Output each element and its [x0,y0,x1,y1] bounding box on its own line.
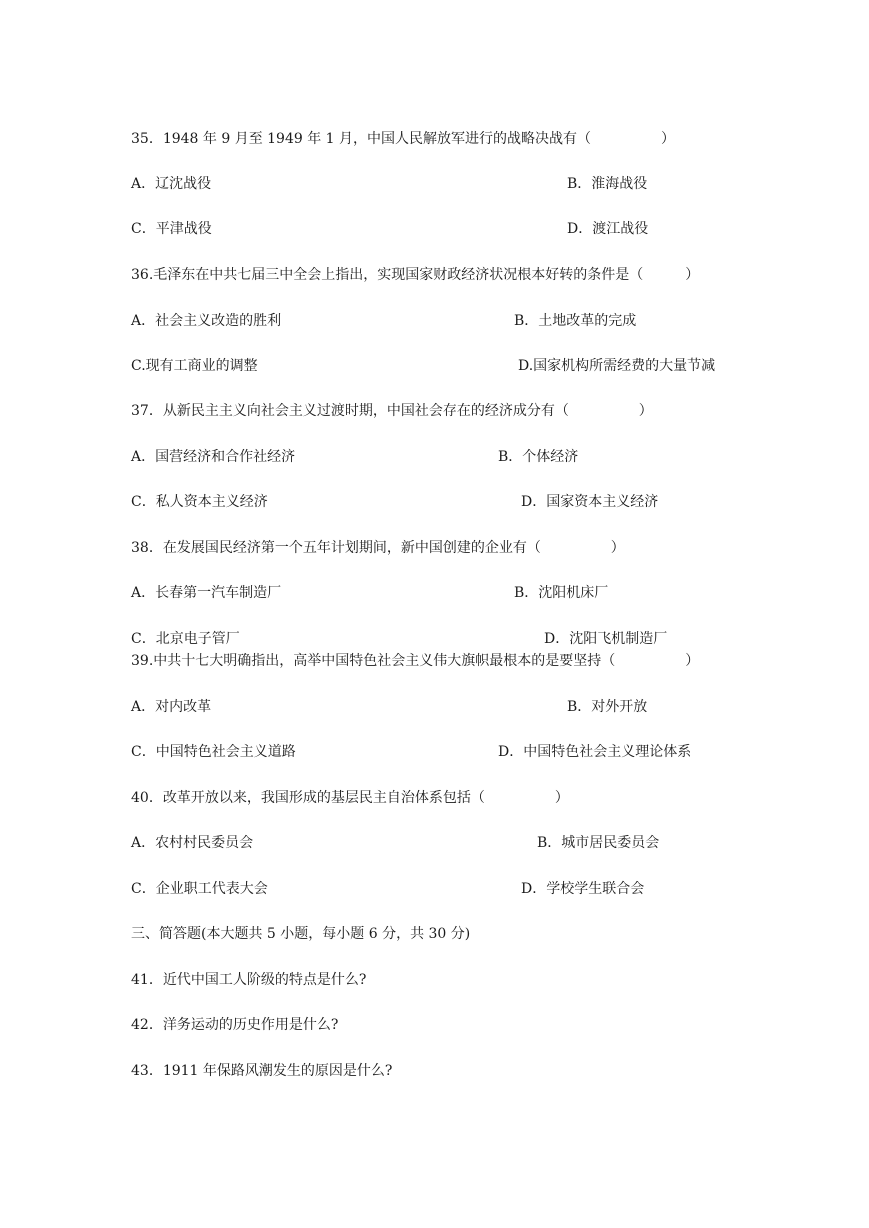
question-39-option-d: D．中国特色社会主义理论体系 [498,744,692,760]
question-37-option-d: D．国家资本主义经济 [521,494,659,510]
question-40-stem: 40．改革开放以来，我国形成的基层民主自治体系包括（ ） [131,790,569,806]
question-38-stem: 38．在发展国民经济第一个五年计划期间，新中国创建的企业有（ ） [131,540,625,556]
question-36-option-b: B．土地改革的完成 [514,313,637,329]
question-36-stem: 36.毛泽东在中共七届三中全会上指出，实现国家财政经济状况根本好转的条件是（ ） [131,267,700,283]
question-42: 42．洋务运动的历史作用是什么? [131,1017,339,1033]
question-38-option-d: D．沈阳飞机制造厂 [544,631,668,647]
question-36-option-c: C.现有工商业的调整 [131,358,258,374]
question-40-option-d: D．学校学生联合会 [521,881,645,897]
question-35-option-c: C．平津战役 [131,221,212,237]
section-3-heading: 三、简答题(本大题共 5 小题，每小题 6 分，共 30 分) [131,926,471,942]
question-37-option-c: C．私人资本主义经济 [131,494,268,510]
question-41: 41．近代中国工人阶级的特点是什么? [131,972,367,988]
question-36-option-d: D.国家机构所需经费的大量节减 [518,358,716,374]
question-35-stem: 35．1948 年 9 月至 1949 年 1 月，中国人民解放军进行的战略决战有（ ） [131,131,676,147]
question-40-option-b: B．城市居民委员会 [537,835,660,851]
question-40-option-c: C．企业职工代表大会 [131,881,268,897]
question-39-option-b: B．对外开放 [567,699,648,715]
question-35-option-b: B．淮海战役 [567,176,648,192]
question-39-option-a: A．对内改革 [131,699,212,715]
question-35-option-a: A．辽沈战役 [131,176,212,192]
question-37-option-a: A．国营经济和合作社经济 [131,449,296,465]
question-38-option-c: C．北京电子管厂 [131,631,240,647]
question-38-option-b: B．沈阳机床厂 [514,585,609,601]
question-36-option-a: A．社会主义改造的胜利 [131,313,282,329]
question-37-option-b: B．个体经济 [498,449,579,465]
question-40-option-a: A．农村村民委员会 [131,835,254,851]
question-37-stem: 37．从新民主主义向社会主义过渡时期，中国社会存在的经济成分有（ ） [131,403,653,419]
question-43: 43．1911 年保路风潮发生的原因是什么? [131,1063,393,1079]
question-39-stem: 39.中共十七大明确指出，高举中国特色社会主义伟大旗帜最根本的是要坚持（ ） [131,653,700,669]
question-35-option-d: D．渡江战役 [567,221,649,237]
question-39-option-c: C．中国特色社会主义道路 [131,744,296,760]
question-38-option-a: A．长春第一汽车制造厂 [131,585,282,601]
